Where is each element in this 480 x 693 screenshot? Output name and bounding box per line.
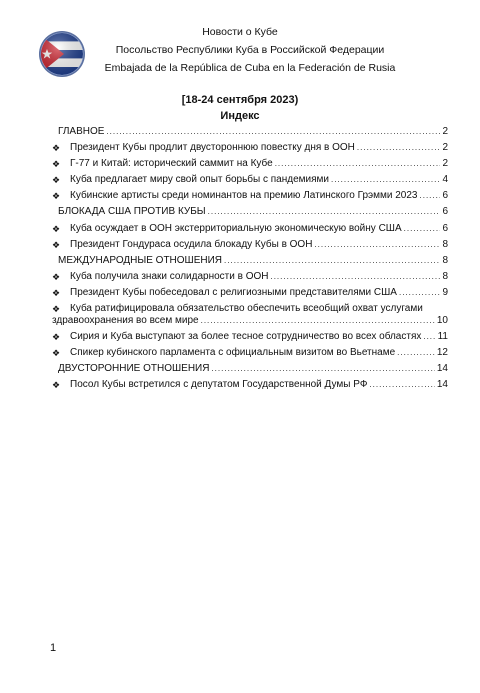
toc-section[interactable] bbox=[52, 363, 448, 375]
leader-dots bbox=[420, 190, 441, 202]
toc-entry[interactable] bbox=[52, 239, 448, 251]
toc-entry[interactable] bbox=[52, 347, 448, 359]
toc-entry-text: Куба осуждает в ООН экстерриториальную экономическую войну США bbox=[70, 222, 402, 234]
leader-dots bbox=[106, 126, 440, 138]
toc-entry[interactable] bbox=[52, 271, 448, 283]
leader-dots bbox=[224, 255, 440, 267]
leader-dots bbox=[201, 315, 435, 327]
toc-page-number: 8 bbox=[442, 254, 448, 266]
leader-dots bbox=[357, 142, 441, 154]
toc-page-number: 6 bbox=[442, 206, 448, 218]
leader-dots bbox=[270, 271, 440, 283]
toc-page-number: 14 bbox=[436, 379, 448, 391]
table-of-contents bbox=[52, 126, 448, 396]
toc-entry-text: Куба ратифицировала обязательство обеспечить всеобщий охват услугами bbox=[70, 303, 423, 315]
toc-page-number: 10 bbox=[436, 315, 448, 327]
toc-section-title: ДВУСТОРОННИЕ ОТНОШЕНИЯ bbox=[58, 363, 210, 375]
toc-page-number: 14 bbox=[436, 363, 448, 375]
toc-entry[interactable] bbox=[52, 174, 448, 186]
diamond-bullet-icon: ❖ bbox=[52, 380, 61, 391]
date-range: [18-24 сентября 2023) bbox=[181, 94, 299, 106]
leader-dots bbox=[211, 363, 434, 375]
diamond-bullet-icon: ❖ bbox=[52, 287, 61, 298]
diamond-bullet-icon: ❖ bbox=[52, 304, 61, 315]
page-number: 1 bbox=[50, 642, 57, 654]
leader-dots bbox=[208, 206, 441, 218]
toc-entry[interactable] bbox=[52, 331, 448, 343]
toc-entry-text: Сирия и Куба выступают за более тесное сотрудничество во всех областях bbox=[70, 331, 422, 343]
diamond-bullet-icon: ❖ bbox=[52, 271, 61, 282]
diamond-bullet-icon: ❖ bbox=[52, 239, 61, 250]
toc-page-number: 2 bbox=[442, 126, 448, 137]
header-embassy-es: Embajada de la República de Cuba en la Federación de Rusia bbox=[104, 62, 396, 74]
toc-page-number: 8 bbox=[442, 238, 448, 250]
toc-page-number: 12 bbox=[436, 347, 448, 359]
toc-entry-text: Кубинские артисты среди номинантов на премию Латинского Грэмми 2023 bbox=[70, 190, 418, 202]
diamond-bullet-icon: ❖ bbox=[52, 143, 61, 154]
toc-entry-text: Куба предлагает миру свой опыт борьбы с пандемиями bbox=[70, 174, 330, 186]
toc-section-title: МЕЖДУНАРОДНЫЕ ОТНОШЕНИЯ bbox=[58, 254, 223, 266]
leader-dots bbox=[314, 239, 440, 251]
toc-entry[interactable] bbox=[52, 158, 448, 170]
toc-entry[interactable] bbox=[52, 223, 448, 235]
diamond-bullet-icon: ❖ bbox=[52, 159, 61, 170]
toc-entry[interactable] bbox=[52, 303, 448, 327]
toc-entry-text: Президент Кубы продлит двустороннюю повестку дня в ООН bbox=[70, 142, 355, 154]
toc-section[interactable] bbox=[52, 255, 448, 267]
toc-entry-text: Президент Гондураса осудила блокаду Кубы в ООН bbox=[70, 238, 313, 250]
toc-entry-text: Куба получила знаки солидарности в ООН bbox=[70, 270, 269, 282]
toc-page-number: 11 bbox=[437, 331, 448, 343]
leader-dots bbox=[331, 174, 440, 186]
toc-entry-text: Г-77 и Китай: исторический саммит на Кубе bbox=[70, 158, 273, 170]
header-title: Новости о Кубе bbox=[202, 26, 278, 38]
diamond-bullet-icon: ❖ bbox=[52, 223, 61, 234]
toc-section-title: БЛОКАДА США ПРОТИВ КУБЫ bbox=[58, 206, 206, 218]
leader-dots bbox=[369, 379, 434, 391]
diamond-bullet-icon: ❖ bbox=[52, 191, 61, 202]
toc-entry[interactable] bbox=[52, 287, 448, 299]
toc-page-number: 6 bbox=[442, 222, 448, 234]
leader-dots bbox=[397, 347, 435, 359]
toc-entry-text: Посол Кубы встретился с депутатом Государственной Думы РФ bbox=[70, 379, 368, 391]
diamond-bullet-icon: ❖ bbox=[52, 332, 61, 343]
diamond-bullet-icon: ❖ bbox=[52, 175, 61, 186]
toc-entry-text: Президент Кубы побеседовал с религиозными представителями США bbox=[70, 286, 397, 298]
leader-dots bbox=[404, 223, 441, 235]
leader-dots bbox=[275, 158, 441, 170]
toc-entry-text-cont: здравоохранения во всем мире bbox=[52, 315, 199, 327]
header-embassy-ru: Посольство Республики Куба в Российской Федерации bbox=[115, 44, 385, 56]
toc-section[interactable] bbox=[52, 206, 448, 218]
toc-entry[interactable] bbox=[52, 190, 448, 202]
toc-page-number: 2 bbox=[442, 142, 448, 154]
toc-section[interactable] bbox=[52, 126, 448, 138]
toc-section-title: ГЛАВНОЕ bbox=[58, 126, 105, 137]
toc-page-number: 8 bbox=[442, 270, 448, 282]
leader-dots bbox=[399, 287, 440, 299]
toc-page-number: 2 bbox=[442, 158, 448, 170]
toc-page-number: 6 bbox=[442, 190, 448, 202]
index-title: Индекс bbox=[220, 110, 260, 122]
toc-page-number: 9 bbox=[442, 286, 448, 298]
toc-entry[interactable] bbox=[52, 379, 448, 391]
toc-entry-text: Спикер кубинского парламента с официальным визитом во Вьетнаме bbox=[70, 347, 396, 359]
toc-entry[interactable] bbox=[52, 142, 448, 154]
leader-dots bbox=[423, 331, 435, 343]
diamond-bullet-icon: ❖ bbox=[52, 348, 61, 359]
toc-page-number: 4 bbox=[442, 174, 448, 186]
